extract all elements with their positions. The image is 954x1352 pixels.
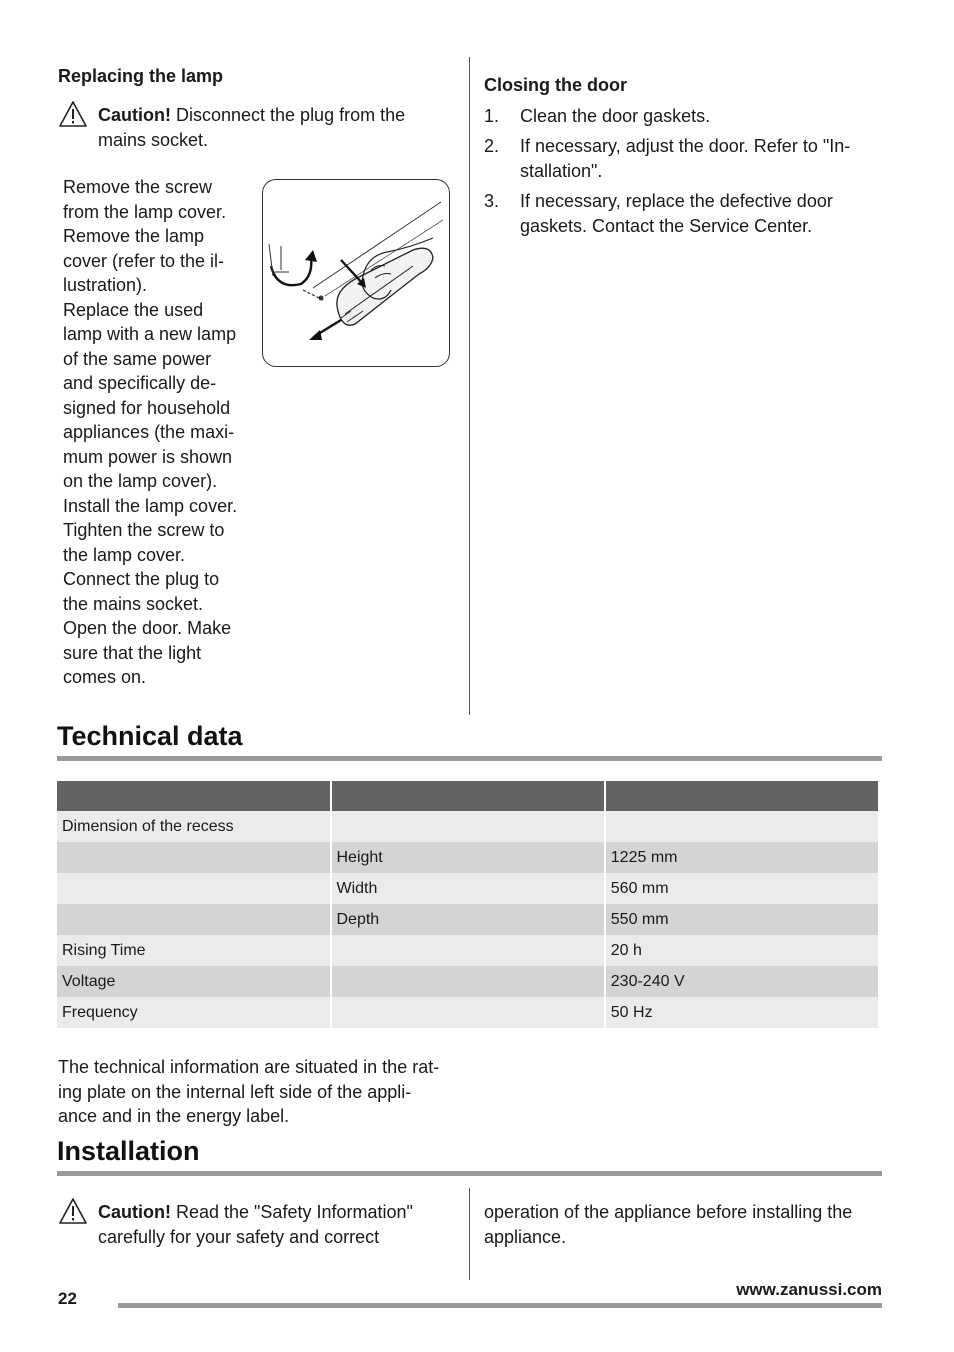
lamp-cover-illustration <box>262 179 450 367</box>
table-cell: 550 mm <box>606 904 878 935</box>
step-text-line: Clean the door gaskets. <box>520 106 711 126</box>
instruction-line: Connect the plug to <box>63 569 220 589</box>
table-cell <box>57 842 330 873</box>
table-header-cell <box>332 781 604 811</box>
installation-continued <box>484 1200 884 1249</box>
closing-door-heading: Closing the door <box>484 75 627 95</box>
caution-text: Read the "Safety Information" <box>170 1202 413 1222</box>
instruction-line: of the same power <box>63 348 212 369</box>
table-header-cell <box>57 781 330 811</box>
instruction-line: and specifically de- <box>63 373 217 393</box>
instruction-line: from the lamp cover. <box>63 201 227 222</box>
installation-caution <box>58 1200 458 1249</box>
list-item <box>484 189 884 239</box>
caution-label: Caution! <box>98 1202 171 1222</box>
table-cell: 20 h <box>606 935 878 966</box>
table-row <box>57 966 878 997</box>
instruction-line: Replace the used <box>63 299 204 320</box>
table-cell: Rising Time <box>57 935 330 966</box>
table-cell <box>57 904 330 935</box>
table-header-row <box>57 781 878 811</box>
table-cell: Width <box>332 873 604 904</box>
step-number: 3. <box>484 191 500 211</box>
technical-data-rule <box>57 756 882 761</box>
caution-text: carefully for your safety and correct <box>98 1226 380 1247</box>
list-item <box>484 134 884 184</box>
table-cell: 1225 mm <box>606 842 878 873</box>
warning-triangle-icon <box>58 99 88 129</box>
table-cell <box>332 935 604 966</box>
lamp-instructions <box>63 175 258 690</box>
table-cell: Frequency <box>57 997 330 1028</box>
technical-data-title: Technical data <box>57 721 243 751</box>
list-item <box>484 104 884 129</box>
instruction-line: comes on. <box>63 667 147 687</box>
table-cell: 50 Hz <box>606 997 878 1028</box>
table-header-cell <box>606 781 878 811</box>
table-row <box>57 904 878 935</box>
instruction-line: Install the lamp cover. <box>63 495 238 516</box>
website-link[interactable]: www.zanussi.com <box>736 1280 882 1299</box>
instruction-line: Tighten the screw to <box>63 520 225 540</box>
table-cell: Depth <box>332 904 604 935</box>
table-cell <box>606 811 878 842</box>
table-cell: Height <box>332 842 604 873</box>
table-row <box>57 811 878 842</box>
table-row <box>57 935 878 966</box>
instruction-line: the mains socket. <box>63 593 204 614</box>
note-line: ing plate on the internal left side of the appli- <box>58 1081 412 1102</box>
instruction-line: the lamp cover. <box>63 544 186 565</box>
instruction-line: sure that the light <box>63 642 202 663</box>
lamp-caution <box>58 103 453 152</box>
replacing-lamp-heading: Replacing the lamp <box>58 66 224 86</box>
instruction-line: signed for household <box>63 397 231 418</box>
step-number: 1. <box>484 106 500 126</box>
step-text-line: gaskets. Contact the Service Center. <box>520 216 813 236</box>
footer-rule <box>118 1303 882 1308</box>
caution-label: Caution! <box>98 105 171 125</box>
continued-line: appliance. <box>484 1226 567 1247</box>
table-cell: Voltage <box>57 966 330 997</box>
instruction-line: lustration). <box>63 275 148 295</box>
instruction-line: Remove the lamp <box>63 226 205 246</box>
table-row <box>57 997 878 1028</box>
table-cell: 230-240 V <box>606 966 878 997</box>
table-cell <box>332 997 604 1028</box>
technical-data-table <box>55 781 880 1028</box>
step-text-line: If necessary, adjust the door. Refer to "In- <box>520 136 851 156</box>
instruction-line: Remove the screw <box>63 177 213 197</box>
installation-rule <box>57 1171 882 1176</box>
table-row <box>57 842 878 873</box>
instruction-line: mum power is shown <box>63 446 233 467</box>
warning-triangle-icon <box>58 1196 88 1226</box>
column-divider-bottom <box>469 1188 470 1280</box>
installation-title: Installation <box>57 1136 200 1166</box>
technical-note <box>58 1055 478 1129</box>
table-row <box>57 873 878 904</box>
table-cell <box>332 966 604 997</box>
continued-line: operation of the appliance before installing the <box>484 1202 853 1222</box>
lamp-replacement-illustration-icon <box>263 180 449 366</box>
table-cell <box>332 811 604 842</box>
step-text-line: stallation". <box>520 161 603 181</box>
column-divider-top <box>469 57 470 715</box>
caution-text: Disconnect the plug from the mains socket. <box>98 105 406 150</box>
table-cell: 560 mm <box>606 873 878 904</box>
instruction-line: Open the door. Make <box>63 618 232 638</box>
instruction-line: appliances (the maxi- <box>63 422 235 442</box>
step-number: 2. <box>484 136 500 156</box>
table-cell <box>57 873 330 904</box>
table-cell: Dimension of the recess <box>57 811 330 842</box>
closing-door-steps <box>484 104 884 244</box>
note-line: The technical information are situated in the rat- <box>58 1057 440 1077</box>
instruction-line: cover (refer to the il- <box>63 250 225 271</box>
instruction-line: on the lamp cover). <box>63 471 218 491</box>
instruction-line: lamp with a new lamp <box>63 324 237 344</box>
note-line: ance and in the energy label. <box>58 1106 290 1126</box>
step-text-line: If necessary, replace the defective door <box>520 191 833 211</box>
page-number: 22 <box>58 1289 77 1308</box>
